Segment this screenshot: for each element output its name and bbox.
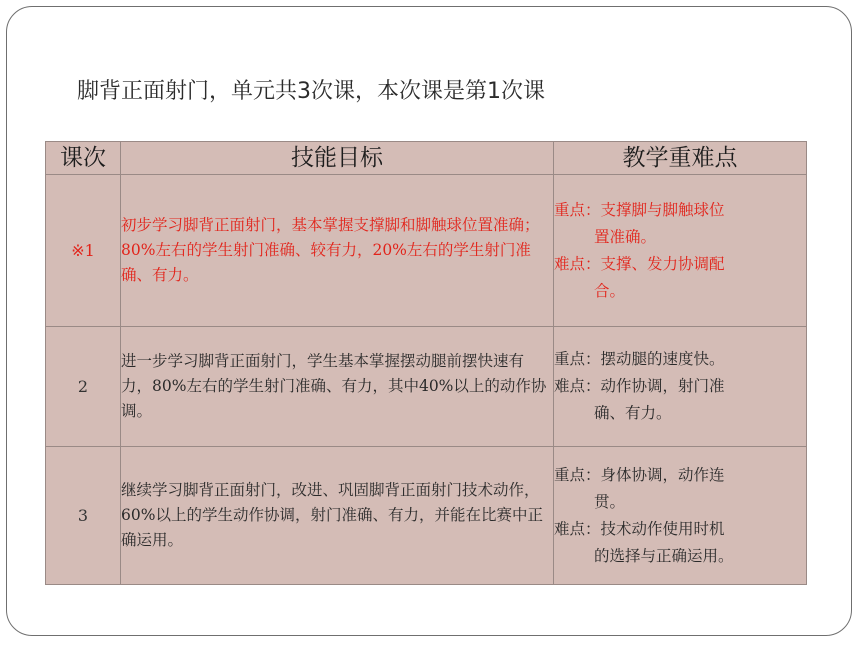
- difficulty-text-cont: 确、有力。: [594, 404, 672, 422]
- header-skill-goal: 技能目标: [121, 142, 554, 175]
- difficulty: [554, 516, 806, 570]
- key-points-cell: [554, 447, 807, 585]
- table-row: [46, 327, 807, 447]
- difficulty: [554, 373, 806, 427]
- key-point: [554, 462, 806, 516]
- difficulty-label: 难点：: [554, 254, 601, 273]
- key-point-label: 重点：: [554, 200, 601, 219]
- difficulty-text: 支撑、发力协调配: [600, 254, 725, 273]
- header-lesson: 课次: [46, 142, 121, 175]
- skill-goal: 继续学习脚背正面射门，改进、巩固脚背正面射门技术动作，60%以上的学生动作协调，射门准确、有力，并能在比赛中正确运用。: [121, 447, 554, 585]
- key-point-label: 重点：: [554, 465, 601, 484]
- key-points-cell: [554, 327, 807, 447]
- key-point-text: 摆动腿的速度快。: [600, 350, 725, 368]
- difficulty-text: 技术动作使用时机: [600, 519, 725, 538]
- skill-goal: 进一步学习脚背正面射门，学生基本掌握摆动腿前摆快速有力，80%左右的学生射门准确、有力，其中40%以上的动作协调。: [121, 327, 554, 447]
- difficulty-text-cont: 的选择与正确运用。: [594, 546, 734, 565]
- lesson-number: 2: [46, 327, 121, 447]
- lesson-number: ※1: [46, 175, 121, 327]
- header-key-points: 教学重难点: [554, 142, 807, 175]
- key-point-text-cont: 置准确。: [594, 227, 657, 246]
- difficulty-label: 难点：: [554, 377, 601, 395]
- difficulty-label: 难点：: [554, 519, 601, 538]
- page-subtitle: 脚背正面射门，单元共3次课，本次课是第1次课: [77, 79, 545, 104]
- difficulty-text-cont: 合。: [594, 281, 626, 300]
- skill-goal: 初步学习脚背正面射门，基本掌握支撑脚和脚触球位置准确；80%左右的学生射门准确、较有力，20%左右的学生射门准确、有力。: [121, 175, 554, 327]
- difficulty-text: 动作协调，射门准: [600, 377, 725, 395]
- difficulty: [554, 251, 806, 305]
- table-header-row: [46, 142, 807, 175]
- key-points-cell: [554, 175, 807, 327]
- lesson-number: 3: [46, 447, 121, 585]
- lesson-table: [45, 141, 807, 585]
- key-point-label: 重点：: [554, 350, 601, 368]
- table-row: [46, 175, 807, 327]
- key-point-text: 身体协调，动作连: [600, 465, 725, 484]
- key-point-text: 支撑脚与脚触球位: [600, 200, 725, 219]
- key-point: [554, 346, 806, 373]
- key-point-text-cont: 贯。: [594, 492, 626, 511]
- table-row: [46, 447, 807, 585]
- key-point: [554, 197, 806, 251]
